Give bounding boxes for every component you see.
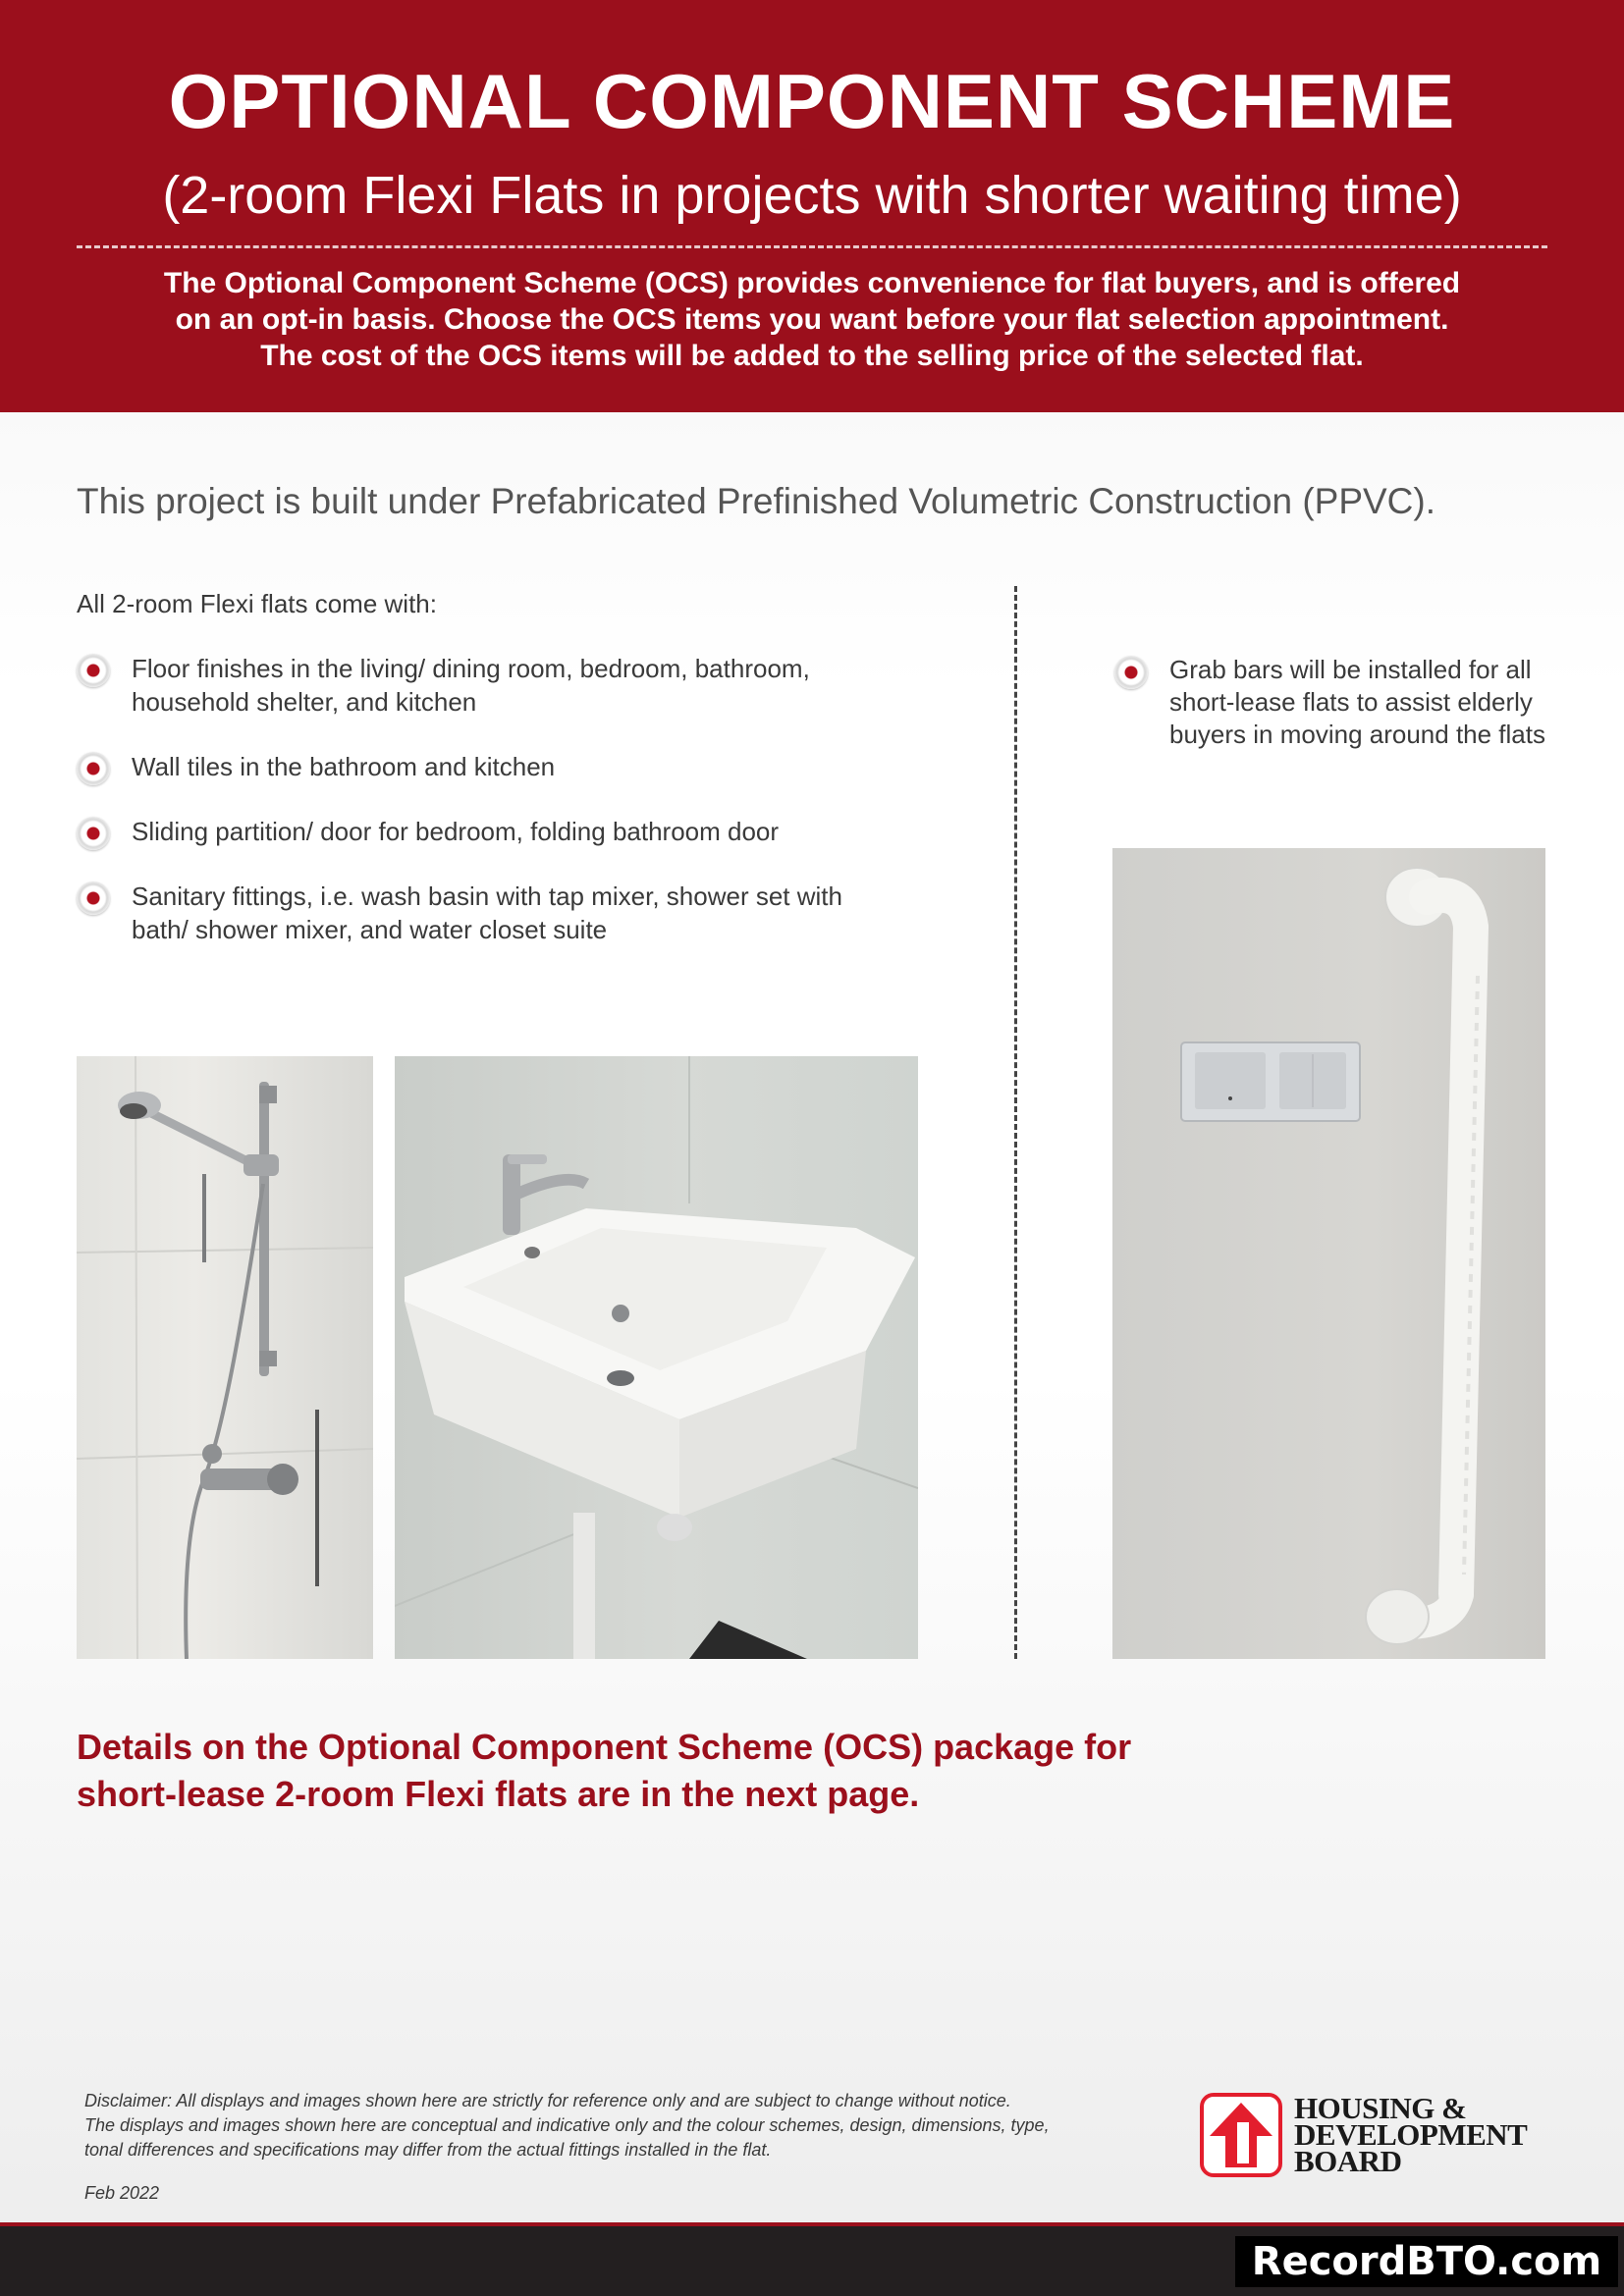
- grab-bar-icon: [1112, 848, 1545, 1659]
- disclaimer-line: The displays and images shown here are conceptual and indicative only and the colour schemes, design, dimensions, type,: [84, 2115, 1050, 2135]
- house-arrow-icon: [1200, 2093, 1282, 2177]
- list-item-text: Sanitary fittings, i.e. wash basin with tap mixer, shower set with bath/ shower mixer, and water closet suite: [132, 881, 842, 944]
- intro-text: [98, 265, 1526, 374]
- list-item-text: Wall tiles in the bathroom and kitchen: [132, 752, 556, 781]
- list-item: [77, 815, 882, 848]
- list-item-text: Floor finishes in the living/ dining room, bedroom, bathroom, household shelter, and kitchen: [132, 654, 810, 717]
- list-item: [77, 750, 882, 783]
- column-dashed-divider: [1014, 586, 1017, 1659]
- wash-basin-icon: [395, 1056, 918, 1659]
- list-item: [77, 880, 882, 946]
- disclaimer-line: Disclaimer: All displays and images shown here are strictly for reference only and are subject to change without notice.: [84, 2091, 1011, 2110]
- disclaimer: [84, 2089, 1184, 2163]
- hdb-logo: [1200, 2093, 1553, 2181]
- next-page-notice: [77, 1724, 1353, 1818]
- list-item: [77, 652, 882, 719]
- intro-line: The Optional Component Scheme (OCS) provides convenience for flat buyers, and is offered: [163, 267, 1461, 299]
- bullet-icon: [1114, 656, 1148, 689]
- standard-items-list: [77, 652, 882, 978]
- grab-bar-note-text: Grab bars will be installed for all short-lease flats to assist elderly buyers in moving around the flats: [1169, 655, 1545, 749]
- hdb-logo-text: [1294, 2091, 1528, 2178]
- standard-items-heading: All 2-room Flexi flats come with:: [77, 589, 437, 618]
- logo-line: DEVELOPMENT: [1294, 2117, 1528, 2152]
- bullet-icon: [77, 654, 110, 687]
- watermark: RecordBTO.com: [1235, 2236, 1618, 2287]
- cta-line: Details on the Optional Component Scheme (OCS) package for: [77, 1727, 1132, 1767]
- wash-basin-photo: [395, 1056, 918, 1659]
- publication-date: Feb 2022: [84, 2183, 160, 2203]
- header-dashed-divider: [77, 245, 1547, 248]
- header-banner: [0, 0, 1624, 412]
- disclaimer-line: tonal differences and specifications may differ from the actual fittings installed in the flat.: [84, 2140, 772, 2160]
- bullet-icon: [77, 881, 110, 915]
- bullet-icon: [77, 817, 110, 850]
- ppvc-statement: This project is built under Prefabricated Prefinished Volumetric Construction (PPVC).: [77, 481, 1435, 521]
- shower-set-icon: [77, 1056, 373, 1659]
- bullet-icon: [77, 752, 110, 785]
- cta-line: short-lease 2-room Flexi flats are in the next page.: [77, 1774, 920, 1814]
- list-item-text: Sliding partition/ door for bedroom, folding bathroom door: [132, 817, 780, 846]
- logo-line: HOUSING &: [1294, 2091, 1467, 2125]
- shower-set-photo: [77, 1056, 373, 1659]
- page-subtitle: (2-room Flexi Flats in projects with shorter waiting time): [162, 166, 1462, 225]
- grab-bar-note: [1114, 654, 1546, 751]
- grab-bar-photo: [1112, 848, 1545, 1659]
- intro-line: on an opt-in basis. Choose the OCS items you want before your flat selection appointment.: [175, 303, 1449, 336]
- intro-line: The cost of the OCS items will be added to the selling price of the selected flat.: [260, 340, 1364, 372]
- logo-line: BOARD: [1294, 2144, 1402, 2178]
- page-title: OPTIONAL COMPONENT SCHEME: [168, 58, 1456, 144]
